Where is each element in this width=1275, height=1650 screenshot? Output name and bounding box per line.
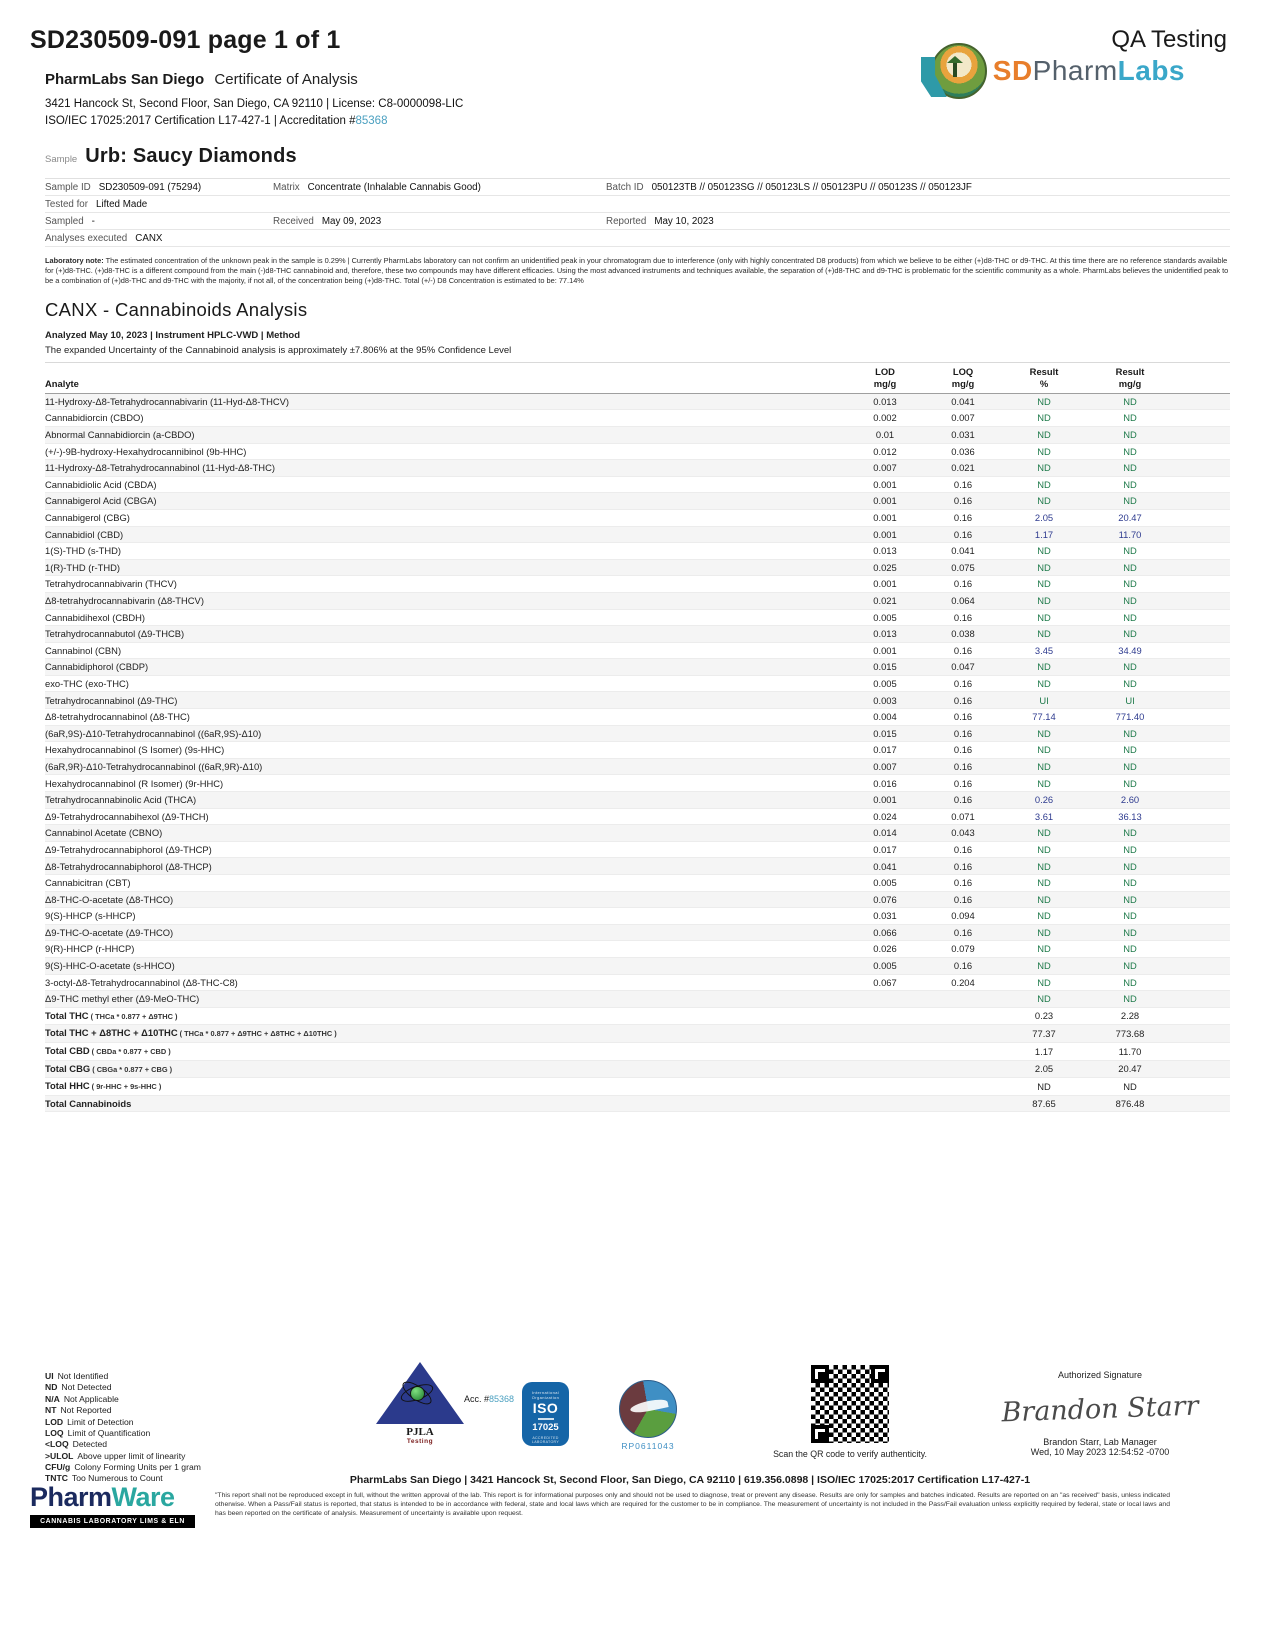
analyte-row: Tetrahydrocannabinolic Acid (THCA) 0.001 0.16 0.26 2.60 [45,792,1230,809]
analyte-row: Cannabidiolic Acid (CBDA) 0.001 0.16 ND ND [45,476,1230,493]
legend-item: TNTC Too Numerous to Count [45,1473,163,1484]
lab-address [45,96,1230,129]
info-cell: Sampled - [45,215,95,227]
legend-item: UI Not Identified [45,1371,109,1381]
qr-code[interactable] [811,1365,889,1443]
analyte-row: Cannabidiol (CBD) 0.001 0.16 1.17 11.70 [45,526,1230,543]
sample-name: Urb: Saucy Diamonds [85,145,297,168]
signer-name-title: Brandon Starr, Lab Manager [1043,1437,1157,1447]
analyte-row: Cannabidiphorol (CBDP) 0.015 0.047 ND ND [45,659,1230,676]
pharmware-wordmark: PharmWare [30,1482,175,1512]
abbreviation-legend [45,1372,201,1486]
pjla-name: PJLA [406,1426,434,1438]
total-row: Total THC ( THCa * 0.877 + Δ9THC ) 0.23 2.28 [45,1007,1230,1025]
analyte-row: Cannabigerol Acid (CBGA) 0.001 0.16 ND ND [45,493,1230,510]
sample-info-table [45,178,1230,247]
analyte-row: (6aR,9S)-Δ10-Tetrahydrocannabinol ((6aR,9S)-Δ10) 0.015 0.16 ND ND [45,725,1230,742]
analyte-row: 11-Hydroxy-Δ8-Tetrahydrocannabinol (11-Hyd-Δ8-THC) 0.007 0.021 ND ND [45,460,1230,477]
analyte-row: Hexahydrocannabinol (R Isomer) (9r-HHC) 0.016 0.16 ND ND [45,775,1230,792]
signature-label: Authorized Signature [1057,1370,1143,1380]
col-header-analyte: Analyte [45,363,846,394]
info-cell [606,233,1230,244]
uncertainty-statement: The expanded Uncertainty of the Cannabinoid analysis is approximately ±7.806% at the 95% Confidence Level [45,345,512,357]
info-cell [606,199,1230,210]
info-cell: Matrix Concentrate (Inhalable Cannabis Good) [273,181,481,193]
analyte-row: (6aR,9R)-Δ10-Tetrahydrocannabinol ((6aR,9R)-Δ10) 0.007 0.16 ND ND [45,758,1230,775]
sample-info-row [45,179,1230,196]
sample-label: Sample [45,154,78,166]
dea-registration-code: RP0611043 [621,1441,675,1451]
analyte-row: 1(R)-THD (r-THD) 0.025 0.075 ND ND [45,559,1230,576]
qr-caption: Scan the QR code to verify authenticity. [773,1449,927,1459]
info-cell: Tested for Lifted Made [45,198,148,210]
legend-item: CFU/g Colony Forming Units per 1 gram [45,1462,201,1472]
laboratory-note-text: The estimated concentration of the unknown peak in the sample is 0.29% | Currently PharmLabs laboratory can not confirm an unidentified peak in your chromatogram due to interference (only with highly concentrated D8 products) from which we believe to be either (+)d8-THC or d9-THC. At this time there are no reference standards available for (+)d8-THC. (+)d8-THC is a different compound from the main (-)d8-THC cannabinoid and, therefore, these two compounds may have different efficacies. Using the most advanced instruments and techniques available, the separation of (+)d8-THC and d9-THC is problematic for the scientific community as a whole. PharmLabs believes the unidentified peak to be a combination of (+)d8-THC and d9-THC with the majority, if not all, of the concentration being (+)d8-THC. Total (+/-) D8 Concentration is estimated to be: 77.14% [45,256,1229,285]
analyte-row: Δ9-THC methyl ether (Δ9-MeO-THC) ND ND [45,991,1230,1008]
pjla-sub: Testing [406,1438,434,1445]
lab-address-line1: 3421 Hancock St, Second Floor, San Diego, CA 92110 | License: C8-0000098-LIC [45,98,464,110]
info-cell: Reported May 10, 2023 [606,215,714,227]
info-cell: Batch ID 050123TB // 050123SG // 050123LS // 050123PU // 050123S // 050123JF [606,181,972,193]
authorized-signature-block [955,1370,1245,1457]
dea-registration-badge [588,1380,708,1451]
analyte-row: Δ8-Tetrahydrocannabiphorol (Δ8-THCP) 0.041 0.16 ND ND [45,858,1230,875]
analyte-row: 9(S)-HHC-O-acetate (s-HHCO) 0.005 0.16 ND ND [45,957,1230,974]
section-title: CANX - Cannabinoids Analysis [45,299,308,321]
analyte-row: Hexahydrocannabinol (S Isomer) (9s-HHC) 0.017 0.16 ND ND [45,742,1230,759]
analyte-row: 9(R)-HHCP (r-HHCP) 0.026 0.079 ND ND [45,941,1230,958]
laboratory-note-label: Laboratory note: [45,256,104,266]
sample-info-row [45,230,1230,247]
dea-seal-icon [619,1380,677,1438]
signature-datetime: Wed, 10 May 2023 12:54:52 -0700 [1030,1447,1170,1457]
legend-item: NT Not Reported [45,1405,112,1416]
pjla-accreditation-badge [360,1362,515,1445]
lab-name: PharmLabs San Diego [45,71,205,88]
col-header-result-pct: Result % [1002,363,1086,394]
analyte-row: (+/-)-9B-hydroxy-Hexahydrocannibinol (9b-HHC) 0.012 0.036 ND ND [45,443,1230,460]
accreditation-number[interactable]: 85368 [355,114,388,127]
laboratory-note [45,256,1230,285]
legend-item: >ULOL Above upper limit of linearity [45,1450,186,1461]
sdpharmlabs-logo [931,43,1185,99]
info-cell [273,199,606,210]
analyte-row: 3-octyl-Δ8-Tetrahydrocannabinol (Δ8-THC-C8) 0.067 0.204 ND ND [45,974,1230,991]
analyte-row: Cannabidiorcin (CBDO) 0.002 0.007 ND ND [45,410,1230,427]
qa-testing-label: QA Testing [1111,26,1227,53]
legend-item: <LOQ Detected [45,1439,108,1450]
legend-item: N/A Not Applicable [45,1393,119,1404]
info-cell: Analyses executed CANX [45,232,163,244]
col-header-result-mgg: Result mg/g [1086,363,1174,394]
analyte-row: Cannabicitran (CBT) 0.005 0.16 ND ND [45,875,1230,892]
total-row: Total CBD ( CBDa * 0.877 + CBD ) 1.17 11.70 [45,1042,1230,1060]
legend-item: ND Not Detected [45,1382,112,1393]
document-type: Certificate of Analysis [214,71,358,88]
analyte-row: exo-THC (exo-THC) 0.005 0.16 ND ND [45,675,1230,692]
lab-cert-line: ISO/IEC 17025:2017 Certification L17-427-1 | Accreditation #85368 [45,114,388,127]
analyte-row: Abnormal Cannabidiorcin (a-CBDO) 0.01 0.031 ND ND [45,426,1230,443]
analyte-row: Cannabinol (CBN) 0.001 0.16 3.45 34.49 [45,642,1230,659]
atom-icon [404,1380,430,1406]
legend-item: LOQ Limit of Quantification [45,1427,151,1438]
col-header-spacer [1174,363,1230,394]
analysis-meta: Analyzed May 10, 2023 | Instrument HPLC-VWD | Method [45,330,301,342]
analyte-row: Tetrahydrocannabivarin (THCV) 0.001 0.16 ND ND [45,576,1230,593]
qr-verification [770,1365,930,1459]
signature-script: Brandon Starr [1001,1390,1199,1429]
analyte-row: Tetrahydrocannabutol (Δ9-THCB) 0.013 0.038 ND ND [45,626,1230,643]
legend-item: LOD Limit of Detection [45,1416,134,1427]
document-id: SD230509-091 page 1 of 1 [30,26,341,54]
sdpharmlabs-wordmark: SDPharmLabs [992,55,1185,86]
info-cell [273,233,606,244]
analyte-row: Cannabinol Acetate (CBNO) 0.014 0.043 ND ND [45,825,1230,842]
col-header-loq: LOQ mg/g [924,363,1002,394]
analyte-row: Δ8-tetrahydrocannabinol (Δ8-THC) 0.004 0.16 77.14 771.40 [45,709,1230,726]
sample-info-row [45,196,1230,213]
analyte-row: Cannabidihexol (CBDH) 0.005 0.16 ND ND [45,609,1230,626]
pharmlabs-emblem-icon [931,43,987,99]
footer-disclaimer: "This report shall not be reproduced except in full, without the written approval of the lab. This report is for informational purposes only and should not be used to diagnose, treat or prevent any disease. Results are only for samples and batches indicated. Results are reported on an "as received" basis, unless indicated otherwise. When a Pass/Fail status is reported, that status is intended to be in accordance with federal, state and local laws which are required for the customer to be in compliance. The measurement of uncertainty is not included in the Pass/Fail evaluation unless explicitly required by federal, state or local laws and has been reported on the certificate of analysis. Measurement of uncertainty is available upon request. [215,1492,1170,1518]
pharmware-tagline: CANNABIS LABORATORY LIMS & ELN [30,1515,195,1528]
analyte-row: 1(S)-THD (s-THD) 0.013 0.041 ND ND [45,543,1230,560]
footer [0,1360,1275,1650]
info-cell: Sample ID SD230509-091 (75294) [45,181,202,193]
analyte-row: Tetrahydrocannabinol (Δ9-THC) 0.003 0.16 UI UI [45,692,1230,709]
analyte-row: 11-Hydroxy-Δ8-Tetrahydrocannabivarin (11-Hyd-Δ8-THCV) 0.013 0.041 ND ND [45,393,1230,410]
analyte-row: Δ8-tetrahydrocannabivarin (Δ8-THCV) 0.021 0.064 ND ND [45,592,1230,609]
pjla-accreditation-number: Acc. #85368 [464,1394,515,1404]
sample-title-line [0,129,1275,168]
footer-address-line: PharmLabs San Diego | 3421 Hancock St, Second Floor, San Diego, CA 92110 | 619.356.0898 | ISO/IEC 17025:2017 Certification L17-427-1 [349,1474,1031,1486]
analyte-row: 9(S)-HHCP (s-HHCP) 0.031 0.094 ND ND [45,908,1230,925]
analyte-table-header [45,363,1230,394]
analyte-results-table [45,362,1230,1112]
total-row: Total THC + Δ8THC + Δ10THC ( THCa * 0.877 + Δ9THC + Δ8THC + Δ10THC ) 77.37 773.68 [45,1025,1230,1043]
total-row: Total HHC ( 9r-HHC + 9s-HHC ) ND ND [45,1078,1230,1096]
sample-info-row [45,213,1230,230]
total-row: Total CBG ( CBGa * 0.877 + CBG ) 2.05 20.47 [45,1060,1230,1078]
analyte-row: Cannabigerol (CBG) 0.001 0.16 2.05 20.47 [45,509,1230,526]
analyte-row: Δ9-THC-O-acetate (Δ9-THCO) 0.066 0.16 ND ND [45,924,1230,941]
lab-identity-block [0,55,1275,129]
info-cell: Received May 09, 2023 [273,215,382,227]
col-header-lod: LOD mg/g [846,363,924,394]
iso-17025-badge-icon: International Organization ISO 17025 ACCREDITED LABORATORY [522,1382,569,1446]
analyte-row: Δ9-Tetrahydrocannabiphorol (Δ9-THCP) 0.017 0.16 ND ND [45,841,1230,858]
total-row: Total Cannabinoids 87.65 876.48 [45,1095,1230,1112]
pharmware-logo [30,1482,195,1528]
analyte-table-body [45,393,1230,1112]
analyte-row: Δ8-THC-O-acetate (Δ8-THCO) 0.076 0.16 ND ND [45,891,1230,908]
analyte-row: Δ9-Tetrahydrocannabihexol (Δ9-THCH) 0.024 0.071 3.61 36.13 [45,808,1230,825]
